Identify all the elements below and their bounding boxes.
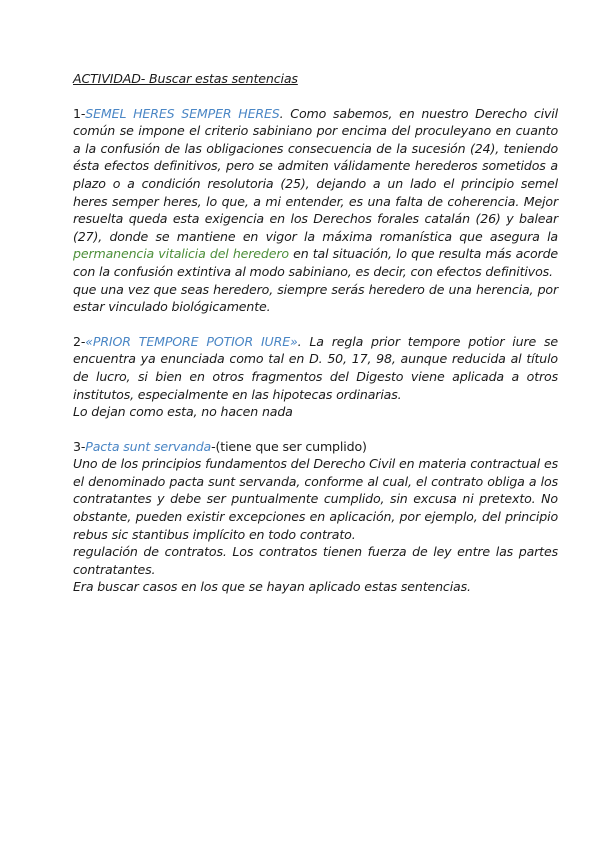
spacer <box>73 421 558 438</box>
document-page <box>73 70 558 596</box>
activity-heading: ACTIVIDAD- Buscar estas sentencias <box>73 71 298 86</box>
sentence-3-term: Pacta sunt servanda <box>85 438 212 454</box>
sentence-3-heading <box>73 438 558 456</box>
sentence-1-highlight: permanencia vitalicia del heredero <box>73 246 289 262</box>
sentence-1-text-a: . Como sabemos, en nuestro Derecho civil común se impone el criterio sabiniano por encima del proculeyano en cuanto a la confusión de las obligaciones consecuencia de la sucesión (24), teniendo ésta efectos definitivos, pero se admiten válidamente herederos sometidos a plazo o a condición resolutoria (25), dejando a un lado el principio semel heres semper heres, lo que, a mi entender, es una falta de coherencia. Mejor resuelta queda esta exigencia en los Derechos forales catalán (26) y balear (27), donde se mantiene en vigor la máxima romanística que asegura la <box>73 105 559 244</box>
sentence-1-number: 1- <box>73 105 86 121</box>
sentence-2-note: Lo dejan como esta, no hacen nada <box>73 404 293 420</box>
sentence-3-number: 3- <box>73 438 86 454</box>
sentence-1-paragraph <box>73 105 558 281</box>
sentence-3-suffix: -(tiene que ser cumplido) <box>211 438 367 454</box>
sentence-2-text: . La regla prior tempore potior iure se encuentra ya enunciada como tal en D. 50, 17, 98, aunque reducida al título de lucro, si bien en otros fragmentos del Digesto viene aplicada a otros institutos, especialmente en las hipotecas ordinarias. <box>73 333 558 402</box>
sentence-3-text: Uno de los principios fundamentos del Derecho Civil en materia contractual es el denominado pacta sunt servanda, conforme al cual, el contrato obliga a los contratantes y debe ser puntualmente cumplido, sin excusa ni pretexto. No obstante, pueden existir excepciones en aplicación, por ejemplo, del principio rebus sic stantibus implícito en todo contrato. <box>73 456 558 542</box>
spacer <box>73 316 558 333</box>
sentence-1-note: que una vez que seas heredero, siempre serás heredero de una herencia, por estar vinculado biológicamente. <box>73 281 558 315</box>
sentence-2-number: 2- <box>73 333 86 349</box>
sentence-2-term: «PRIOR TEMPORE POTIOR IURE» <box>85 333 298 349</box>
sentence-1-text-b: en tal situación, lo que resulta más acorde con la confusión extintiva al modo sabiniano, es decir, con efectos definitivos. <box>73 246 559 279</box>
closing-line: Era buscar casos en los que se hayan aplicado estas sentencias. <box>73 579 471 595</box>
sentence-1-term: SEMEL HERES SEMPER HERES <box>85 105 280 121</box>
sentence-2-paragraph <box>73 333 558 403</box>
sentence-3-note: regulación de contratos. Los contratos tienen fuerza de ley entre las partes contratantes. <box>73 544 558 577</box>
